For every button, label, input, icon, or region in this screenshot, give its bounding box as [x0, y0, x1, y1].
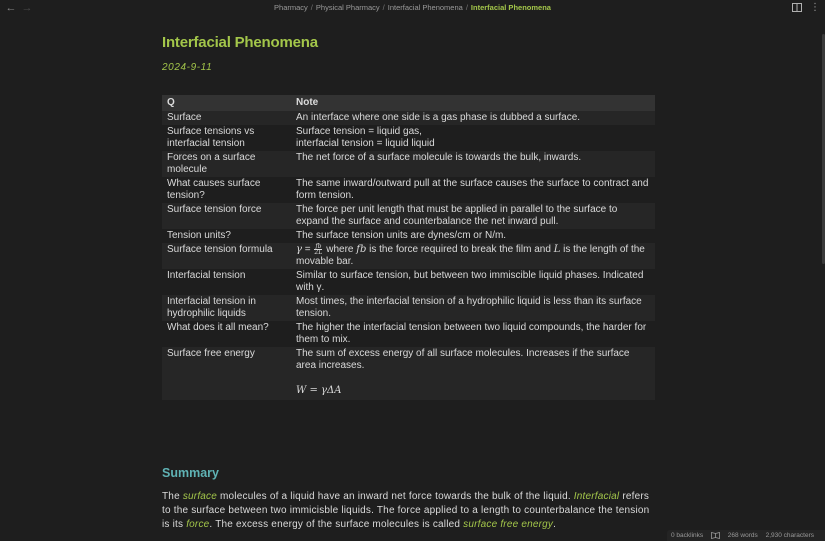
note-text: The sum of excess energy of all surface molecules. Increases if the surface area increases. — [296, 348, 630, 372]
table-cell-note — [291, 243, 655, 269]
status-bar — [667, 530, 825, 541]
note-text: is the force required to break the film and — [369, 244, 551, 256]
table-cell-note: The net force of a surface molecule is towards the bulk, inwards. — [291, 151, 655, 177]
note-text: where — [326, 244, 354, 256]
summary-text: . The excess energy of the surface molecules is called — [209, 519, 461, 530]
breadcrumb-separator: / — [382, 3, 385, 12]
math-L: L — [553, 244, 561, 256]
note-line: interfacial tension = liquid liquid — [296, 138, 435, 149]
table-cell-note: The surface tension units are dynes/cm or N/m. — [291, 229, 655, 243]
book-icon[interactable] — [711, 532, 720, 539]
table-row — [162, 125, 655, 151]
math-gamma: γ — [296, 244, 302, 256]
math-formula: W = γΔA — [296, 385, 342, 397]
breadcrumb-current[interactable]: Interfacial Phenomena — [470, 3, 551, 12]
table-cell-note: An interface where one side is a gas phase is dubbed a surface. — [291, 111, 655, 125]
more-options-icon[interactable]: ⋮ — [810, 2, 820, 13]
page-title: Interfacial Phenomena — [162, 34, 318, 51]
scrollbar[interactable] — [821, 16, 825, 530]
summary-paragraph — [162, 490, 655, 532]
page-date: 2024-9-11 — [162, 62, 213, 73]
note-text: is the length of the movable bar. — [296, 244, 645, 268]
table-cell-q: What does it all mean? — [162, 321, 291, 347]
table-cell-note: The same inward/outward pull at the surface causes the surface to contract and form tension. — [291, 177, 655, 203]
summary-emphasis: surface — [182, 491, 218, 502]
breadcrumb-separator: / — [310, 3, 313, 12]
table-cell-q: Surface — [162, 111, 291, 125]
fraction-denominator: 2L — [314, 249, 323, 256]
word-count: 268 words — [727, 532, 758, 539]
table-header-row — [162, 95, 655, 111]
summary-heading: Summary — [162, 466, 219, 480]
breadcrumb-item-physical-pharmacy[interactable]: Physical Pharmacy — [315, 3, 380, 12]
table-row — [162, 203, 655, 229]
table-row — [162, 151, 655, 177]
table-cell-note — [291, 347, 655, 400]
breadcrumb-item-pharmacy[interactable]: Pharmacy — [274, 3, 308, 12]
table-row — [162, 243, 655, 269]
math-equals: = — [304, 244, 311, 256]
book-open-icon[interactable] — [792, 3, 802, 12]
summary-text: refers to the surface between two immicisble liquids. The force applied to a length to counterbalance the tension is its — [162, 491, 650, 530]
math-fb: fb — [356, 244, 367, 256]
table-cell-q: Interfacial tension — [162, 269, 291, 295]
arrow-left-icon[interactable]: ← — [5, 2, 17, 14]
summary-emphasis: surface free energy — [463, 519, 554, 530]
table-cell-q: Surface tension force — [162, 203, 291, 229]
top-bar — [0, 0, 825, 16]
table-cell-note: Similar to surface tension, but between two immiscible liquid phases. Indicated with γ. — [291, 269, 655, 295]
math-fraction — [314, 244, 322, 255]
summary-text: molecules of a liquid have an inward net force towards the bulk of the liquid. — [220, 491, 571, 502]
summary-emphasis: Interfacial — [573, 491, 620, 502]
table-row — [162, 295, 655, 321]
summary-emphasis: force — [186, 519, 210, 530]
summary-text: The — [162, 491, 180, 502]
table-row — [162, 229, 655, 243]
table-cell-q: Forces on a surface molecule — [162, 151, 291, 177]
column-header-note: Note — [291, 95, 655, 111]
table-row — [162, 347, 655, 400]
arrow-right-icon[interactable]: → — [21, 2, 33, 14]
table-row — [162, 177, 655, 203]
table-cell-q: Surface tensions vs interfacial tension — [162, 125, 291, 151]
table-cell-q: Surface tension formula — [162, 243, 291, 269]
summary-text: . — [553, 519, 557, 530]
note-line: Surface tension = liquid gas, — [296, 126, 422, 137]
breadcrumb-item-interfacial-phenomena[interactable]: Interfacial Phenomena — [387, 3, 463, 12]
table-cell-q: What causes surface tension? — [162, 177, 291, 203]
table-cell-note: The force per unit length that must be applied in parallel to the surface to expand the surface and counterbalance the net inward pull. — [291, 203, 655, 229]
breadcrumb-separator: / — [465, 3, 468, 12]
backlinks-count[interactable]: 0 backlinks — [671, 532, 704, 539]
table-cell-note — [291, 125, 655, 151]
table-cell-q: Surface free energy — [162, 347, 291, 400]
table-cell-q: Tension units? — [162, 229, 291, 243]
fraction-numerator: fb — [315, 243, 322, 250]
table-cell-note: Most times, the interfacial tension of a hydrophilic liquid is less than its surface tension. — [291, 295, 655, 321]
table-row — [162, 269, 655, 295]
qa-table — [162, 95, 655, 400]
table-cell-q: Interfacial tension in hydrophilic liquids — [162, 295, 291, 321]
character-count: 2,930 characters — [765, 532, 815, 539]
breadcrumb — [0, 3, 825, 12]
table-cell-note: The higher the interfacial tension between two liquid compounds, the harder for them to mix. — [291, 321, 655, 347]
table-row — [162, 111, 655, 125]
column-header-q: Q — [162, 95, 291, 111]
table-row — [162, 321, 655, 347]
